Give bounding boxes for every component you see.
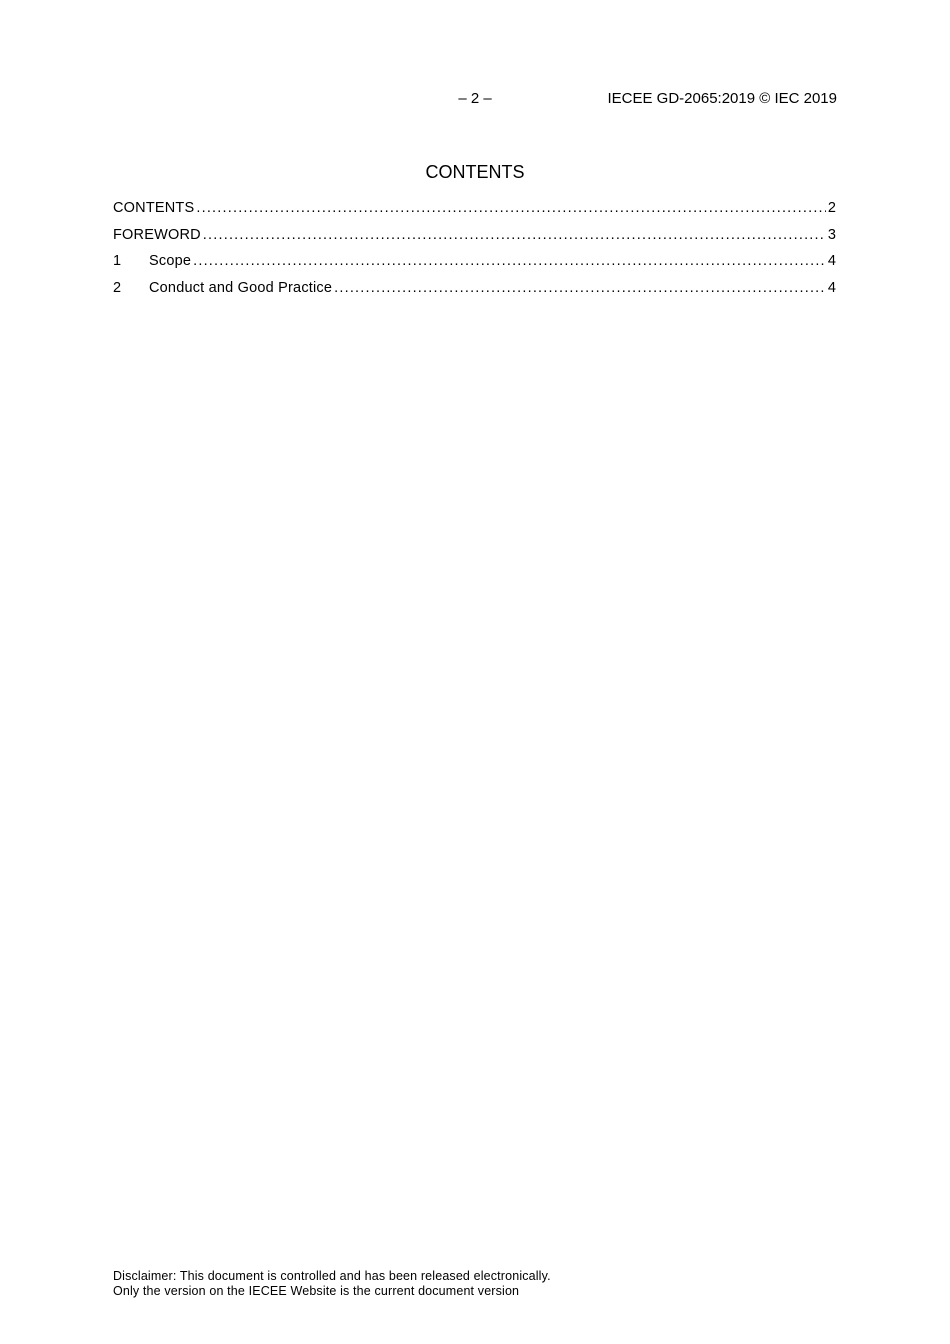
toc-entry-page: 2 xyxy=(827,200,836,216)
page-number: – 2 – xyxy=(458,90,492,107)
toc-entry-page: 3 xyxy=(827,226,836,243)
toc-entry-foreword[interactable] xyxy=(113,226,836,253)
toc-entry-label: FOREWORD xyxy=(113,226,201,243)
toc-dot-leader xyxy=(193,252,826,270)
toc-entry-contents[interactable] xyxy=(113,199,836,226)
disclaimer xyxy=(113,1269,551,1299)
toc-entry-label: Scope xyxy=(149,253,192,269)
disclaimer-line: Disclaimer: This document is controlled and has been released electronically. xyxy=(113,1269,551,1283)
toc-dot-leader xyxy=(203,226,826,244)
toc-entry-number: 2 xyxy=(113,279,122,296)
toc-entry-label: CONTENTS xyxy=(113,200,195,216)
toc-entry-page: 4 xyxy=(827,279,836,296)
toc-entry-conduct[interactable] xyxy=(113,279,836,306)
toc-entry-page: 4 xyxy=(827,253,836,269)
document-reference: IECEE GD-2065:2019 © IEC 2019 xyxy=(607,90,837,107)
toc-dot-leader xyxy=(196,199,826,217)
toc-entry-scope[interactable] xyxy=(113,252,836,279)
toc-title: CONTENTS xyxy=(425,162,525,182)
toc-entry-label: Conduct and Good Practice xyxy=(149,279,333,296)
disclaimer-line: Only the version on the IECEE Website is the current document version xyxy=(113,1284,520,1298)
toc-entry-number: 1 xyxy=(113,253,122,269)
toc-dot-leader xyxy=(334,279,826,297)
table-of-contents xyxy=(113,199,836,305)
